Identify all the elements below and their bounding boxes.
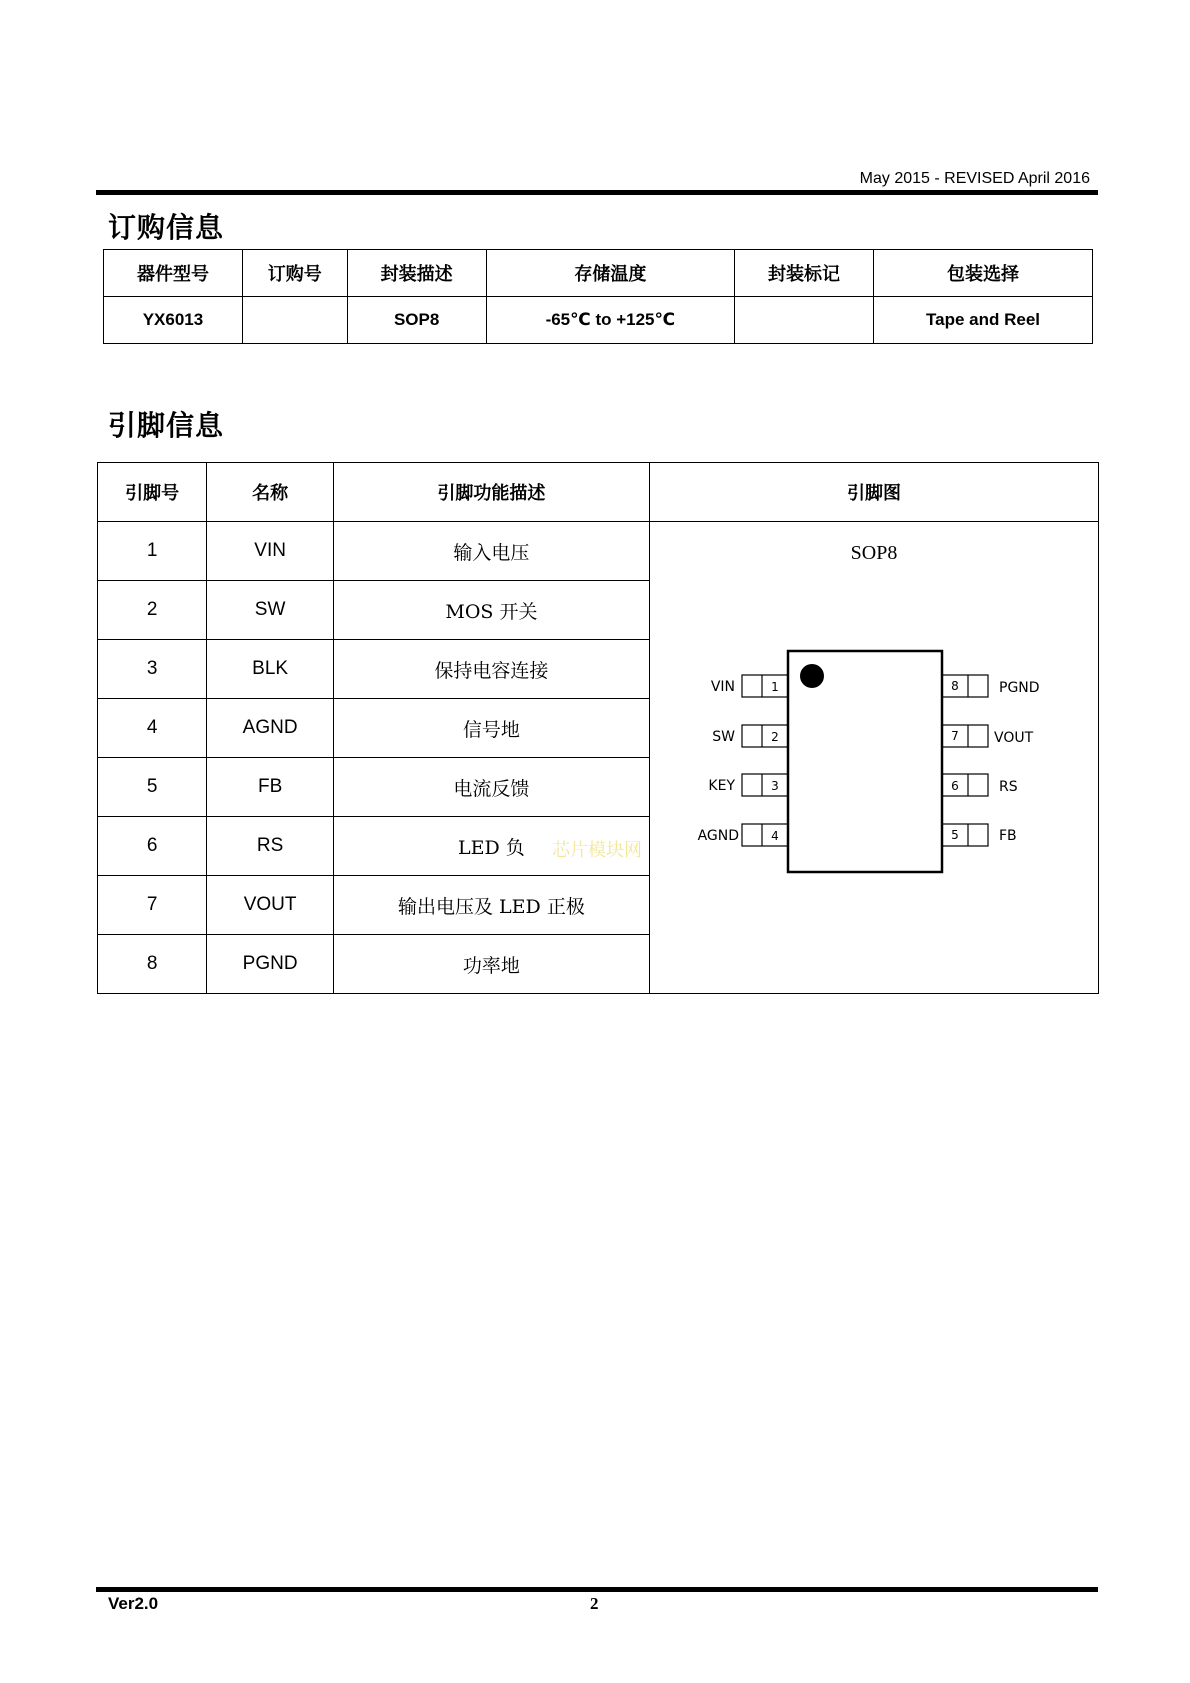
ordering-header-cell: 封装描述 (347, 250, 486, 297)
pin-name-label: VOUT (993, 730, 1034, 746)
pin-name-label: RS (998, 779, 1018, 795)
pin-table (97, 462, 1099, 994)
pin-number: 6 (98, 817, 207, 876)
pin-number: 4 (98, 699, 207, 758)
pin-number-label: 5 (951, 828, 959, 842)
pin-name-label: AGND (697, 828, 739, 844)
pin-number-label: 7 (951, 729, 959, 743)
pin-number-label: 4 (771, 829, 779, 843)
pin-description: 电流反馈 (333, 758, 649, 817)
ordering-header-cell: 封装标记 (735, 250, 874, 297)
ordering-cell: SOP8 (347, 297, 486, 344)
pin-name: FB (207, 758, 334, 817)
pin-pad (942, 675, 988, 697)
pin-pad (742, 824, 788, 846)
pin-number: 7 (98, 876, 207, 935)
pin-description: 信号地 (333, 699, 649, 758)
pins-title: 引脚信息 (108, 409, 225, 442)
pin-number-label: 3 (771, 779, 779, 793)
pin-name: SW (207, 581, 334, 640)
pin-pad (742, 725, 788, 747)
pinout-diagram (650, 522, 1098, 986)
pin-pad (942, 725, 988, 747)
pin-description: LED 负 (333, 817, 649, 876)
ordering-header-cell: 包装选择 (874, 250, 1093, 297)
pin-number-label: 1 (771, 680, 779, 694)
pin-pad (942, 774, 988, 796)
pin-number-label: 6 (951, 779, 959, 793)
pin-name-label: PGND (998, 680, 1040, 696)
page-number: 2 (590, 1594, 599, 1613)
ordering-cell: Tape and Reel (874, 297, 1093, 344)
header-date: May 2015 - REVISED April 2016 (859, 170, 1090, 187)
pin-description: 功率地 (333, 935, 649, 994)
ordering-header-row (104, 250, 1093, 297)
ordering-cell (242, 297, 347, 344)
footer-rule (96, 1587, 1098, 1592)
pin-number: 5 (98, 758, 207, 817)
pin-number: 3 (98, 640, 207, 699)
chip-drawing (650, 522, 1098, 986)
pin-pad (942, 824, 988, 846)
pin-pad (742, 774, 788, 796)
header-rule (96, 190, 1098, 195)
pin-description: MOS 开关 (333, 581, 649, 640)
ordering-header-cell: 订购号 (242, 250, 347, 297)
pin-name: AGND (207, 699, 334, 758)
ordering-header-cell: 器件型号 (104, 250, 243, 297)
pin-name: VIN (207, 522, 334, 581)
pin-name-label: FB (998, 828, 1017, 844)
footer-version: Ver2.0 (108, 1594, 159, 1613)
pin-name-label: KEY (708, 778, 735, 794)
pinout-diagram-cell (649, 522, 1098, 994)
pin-description: 输出电压及 LED 正极 (333, 876, 649, 935)
pin-name: BLK (207, 640, 334, 699)
ordering-cell: YX6013 (104, 297, 243, 344)
pin-number-label: 2 (771, 730, 779, 744)
pin-name-label: SW (712, 729, 735, 745)
pin-number: 1 (98, 522, 207, 581)
right-pins (942, 675, 1040, 846)
pin-number-label: 8 (951, 679, 959, 693)
pin-header-cell: 名称 (207, 463, 334, 522)
pin-description: 输入电压 (333, 522, 649, 581)
pin-header-cell: 引脚图 (649, 463, 1098, 522)
pin-number: 8 (98, 935, 207, 994)
package-label: SOP8 (850, 542, 898, 564)
ordering-data-row (104, 297, 1093, 344)
pin-header-cell: 引脚功能描述 (333, 463, 649, 522)
pin-header-row (98, 463, 1099, 522)
pin1-marker (800, 664, 824, 688)
watermark: 芯片模块网 (552, 840, 642, 861)
pin-name-label: VIN (710, 679, 735, 695)
pin-number: 2 (98, 581, 207, 640)
pin-name: RS (207, 817, 334, 876)
ordering-table (103, 249, 1093, 344)
table-row (98, 522, 1099, 581)
pin-header-cell: 引脚号 (98, 463, 207, 522)
pin-name: VOUT (207, 876, 334, 935)
ordering-title: 订购信息 (108, 211, 225, 244)
ordering-header-cell: 存储温度 (486, 250, 734, 297)
pin-pad (742, 675, 788, 697)
ordering-cell (735, 297, 874, 344)
pin-description: 保持电容连接 (333, 640, 649, 699)
ordering-cell: -65℃ to +125℃ (486, 297, 734, 344)
left-pins (698, 675, 788, 846)
pin-name: PGND (207, 935, 334, 994)
